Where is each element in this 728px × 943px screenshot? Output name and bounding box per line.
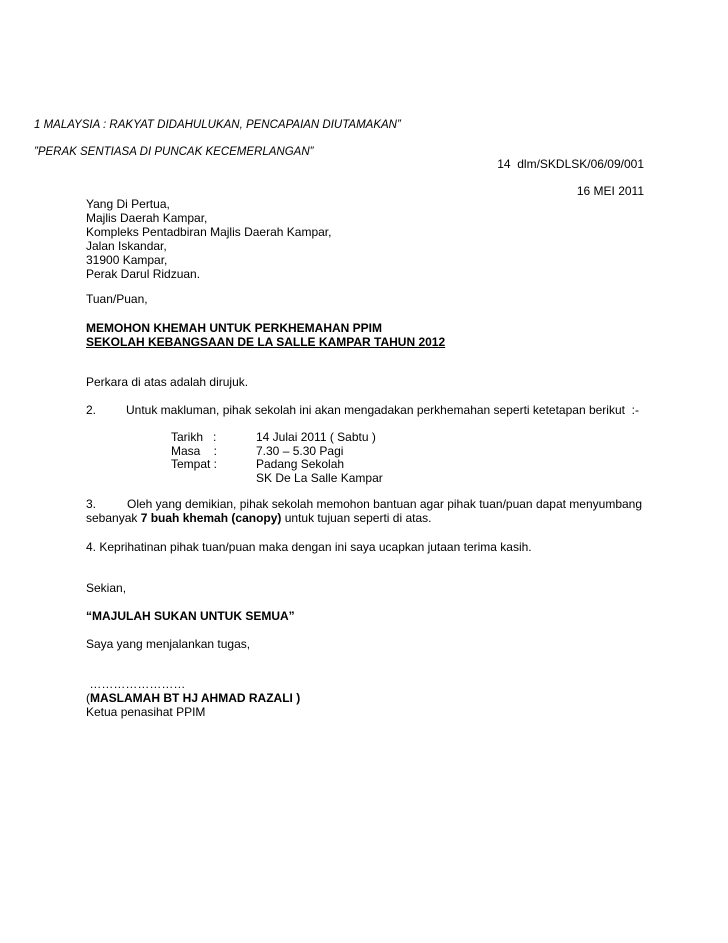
recipient-line: Kompleks Pentadbiran Majlis Daerah Kampar, bbox=[86, 225, 332, 239]
paragraph-4: 4. Keprihatinan pihak tuan/puan maka dengan ini saya ucapkan jutaan terima kasih. bbox=[86, 540, 532, 554]
intro-paragraph: Perkara di atas adalah dirujuk. bbox=[86, 375, 249, 389]
duty-line: Saya yang menjalankan tugas, bbox=[86, 637, 251, 651]
tarikh-value: 14 Julai 2011 ( Sabtu ) bbox=[256, 430, 376, 444]
reference-number: 14 dlm/SKDLSK/06/09/001 bbox=[497, 157, 644, 171]
tent-count: 7 buah khemah (canopy) bbox=[140, 511, 282, 525]
recipient-line: Majlis Daerah Kampar, bbox=[86, 211, 208, 225]
name-text: MASLAMAH BT HJ AHMAD RAZALI ) bbox=[90, 691, 301, 705]
slogan-2: ”PERAK SENTIASA DI PUNCAK KECEMERLANGAN” bbox=[34, 146, 314, 158]
subject-line-1: MEMOHON KHEMAH UNTUK PERKHEMAHAN PPIM bbox=[86, 321, 382, 335]
paragraph-3-text: Oleh yang demikian, pihak sekolah memohon bantuan agar pihak tuan/puan dapat menyumbang bbox=[127, 497, 643, 511]
slogan-1: 1 MALAYSIA : RAKYAT DIDAHULUKAN, PENCAPAIAN DIUTAMAKAN” bbox=[34, 119, 401, 131]
letter-date: 16 MEI 2011 bbox=[576, 184, 644, 198]
motto: “MAJULAH SUKAN UNTUK SEMUA” bbox=[86, 609, 295, 623]
recipient-line: Perak Darul Ridzuan. bbox=[86, 267, 201, 281]
recipient-line: Jalan Iskandar, bbox=[86, 239, 167, 253]
paragraph-2-number: 2. bbox=[86, 403, 97, 417]
paragraph-2-text: Untuk makluman, pihak sekolah ini akan mengadakan perkhemahan seperti ketetapan berikut :- bbox=[126, 403, 639, 417]
signature-dots: …………………… bbox=[86, 677, 186, 691]
tempat-value-1: Padang Sekolah bbox=[256, 457, 345, 471]
tempat-label: Tempat : bbox=[171, 457, 218, 471]
recipient-line: 31900 Kampar, bbox=[86, 253, 168, 267]
masa-value: 7.30 – 5.30 Pagi bbox=[256, 444, 344, 458]
name-bracket: ( bbox=[86, 691, 90, 705]
signatory-title: Ketua penasihat PPIM bbox=[86, 705, 206, 719]
p3-post: untuk tujuan seperti di atas. bbox=[281, 511, 432, 525]
subject-line-2 bbox=[86, 335, 472, 349]
closing-sekian: Sekian, bbox=[86, 581, 127, 595]
paragraph-3-number: 3. bbox=[86, 497, 97, 511]
recipient-line: Yang Di Pertua, bbox=[86, 197, 170, 211]
signatory-name bbox=[86, 691, 300, 705]
paragraph-3-line-2 bbox=[86, 511, 432, 525]
tempat-value-2: SK De La Salle Kampar bbox=[256, 471, 383, 485]
masa-label: Masa : bbox=[171, 444, 218, 458]
tarikh-label: Tarikh : bbox=[171, 430, 217, 444]
salutation: Tuan/Puan, bbox=[86, 292, 148, 306]
subject-line-2-text: SEKOLAH KEBANGSAAN DE LA SALLE KAMPAR TAHUN 2012 bbox=[86, 335, 446, 349]
p3-pre: sebanyak bbox=[86, 511, 141, 525]
